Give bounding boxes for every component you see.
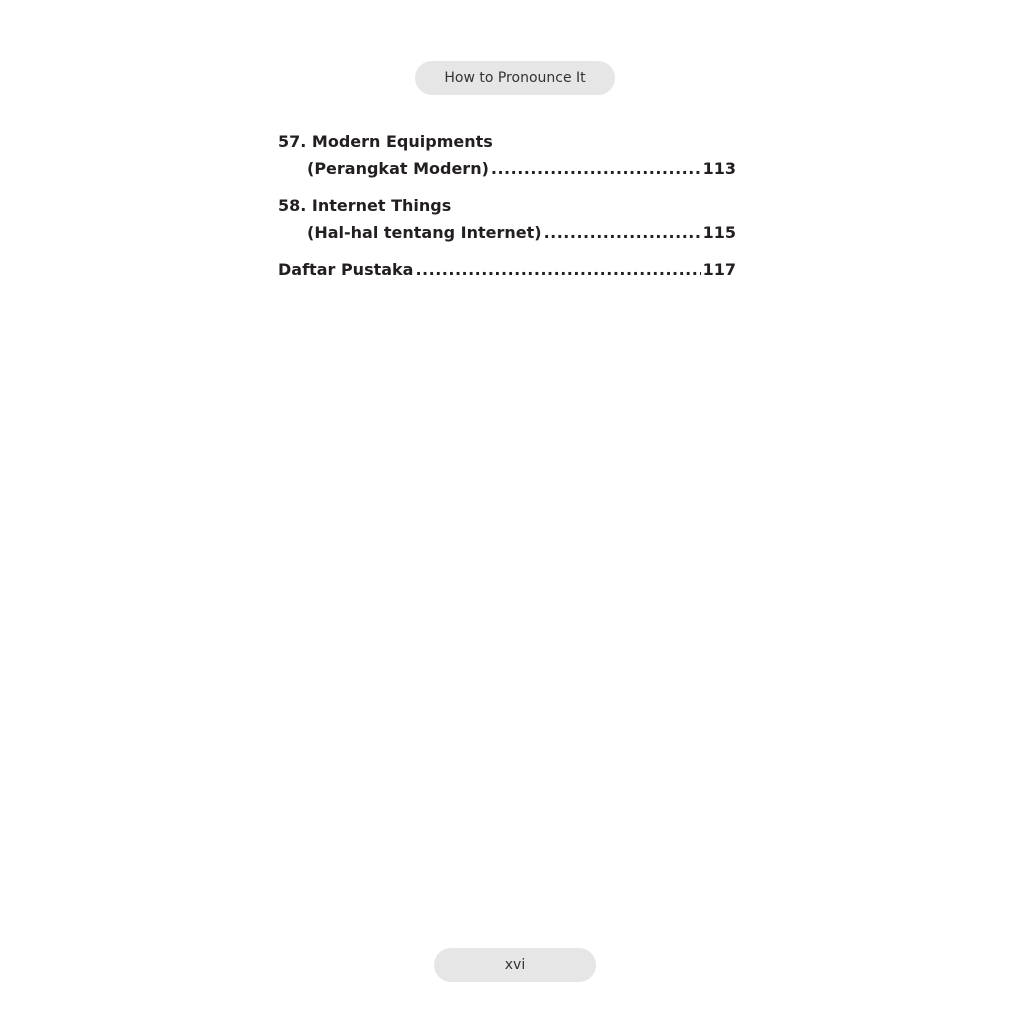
running-header-text: How to Pronounce It: [444, 70, 586, 86]
page-number-footer: [434, 948, 596, 982]
toc-entry[interactable]: [278, 256, 736, 283]
toc-entry-subtitle: (Hal-hal tentang Internet): [307, 223, 542, 242]
toc-page-number: 113: [702, 159, 736, 178]
dot-leader: [544, 219, 701, 246]
page-number: xvi: [504, 957, 526, 973]
toc-entry[interactable]: [278, 128, 736, 182]
toc-entry-title: 58. Internet Things: [278, 196, 452, 215]
toc-entry-title: 57. Modern Equipments: [278, 132, 493, 151]
toc-entry-heading: [278, 192, 736, 219]
toc-entry-subtitle: (Perangkat Modern): [307, 159, 489, 178]
toc-entry-subline: [278, 155, 736, 182]
toc-page-number: 117: [702, 260, 736, 279]
toc-page-number: 115: [702, 223, 736, 242]
toc-entry-heading: [278, 128, 736, 155]
toc-entry-title: Daftar Pustaka: [278, 260, 414, 279]
running-header: [415, 61, 615, 95]
toc-entry-line: [278, 256, 736, 283]
dot-leader: [415, 256, 700, 283]
toc-entry[interactable]: [278, 192, 736, 246]
toc-entry-subline: [278, 219, 736, 246]
dot-leader: [491, 155, 701, 182]
table-of-contents: [278, 128, 736, 293]
